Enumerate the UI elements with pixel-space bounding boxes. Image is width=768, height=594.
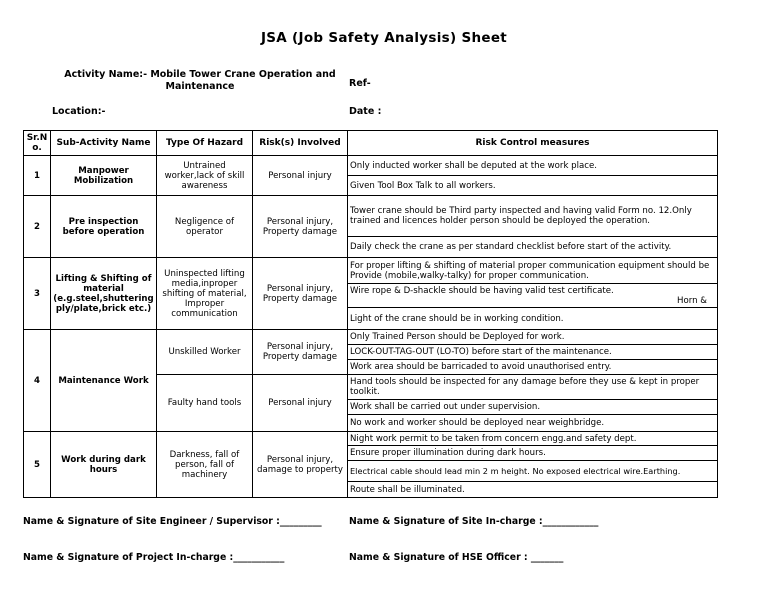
risk: Personal injury xyxy=(253,375,348,432)
col-srno: Sr.N o. xyxy=(24,131,51,156)
activity-name xyxy=(55,69,345,93)
row-number: 5 xyxy=(24,432,51,498)
hazard: Faulty hand tools xyxy=(157,375,253,432)
risk: Personal injury, Property damage xyxy=(253,258,348,330)
sub-activity: Lifting & Shifting of material (e.g.steel,shuttering ply/plate,brick etc.) xyxy=(51,258,157,330)
ref-label: Ref- xyxy=(349,78,371,89)
row-number: 1 xyxy=(24,156,51,196)
hazard: Negligence of operator xyxy=(157,196,253,258)
page-title: JSA (Job Safety Analysis) Sheet xyxy=(260,30,508,46)
hazard: Darkness, fall of person, fall of machinery xyxy=(157,432,253,498)
risk: Personal injury, Property damage xyxy=(253,330,348,375)
risk: Personal injury, damage to property xyxy=(253,432,348,498)
date-label: Date : xyxy=(349,106,382,117)
col-hazard: Type Of Hazard xyxy=(157,131,253,156)
sub-activity: Pre inspection before operation xyxy=(51,196,157,258)
activity-name-line2: Maintenance xyxy=(165,81,235,92)
site-incharge-signature: Name & Signature of Site In-charge :____________ xyxy=(349,516,599,527)
location-label: Location:- xyxy=(52,106,106,117)
site-engineer-signature: Name & Signature of Site Engineer / Supervisor :_________ xyxy=(23,516,322,527)
table-row xyxy=(24,156,718,176)
control-measure xyxy=(348,284,718,308)
table-row xyxy=(24,330,718,345)
control-measure-text: Horn & xyxy=(677,295,707,306)
control-measure: Route shall be illuminated. xyxy=(348,482,718,498)
control-measure: Hand tools should be inspected for any damage before they use & kept in proper toolkit. xyxy=(348,375,718,400)
col-risk: Risk(s) Involved xyxy=(253,131,348,156)
risk: Personal injury, Property damage xyxy=(253,196,348,258)
control-measure: For proper lifting & shifting of material proper communication equipment should be Provide (mobile,walky-talky) for proper communication. xyxy=(348,258,718,284)
hazard: Unskilled Worker xyxy=(157,330,253,375)
col-sub-activity: Sub-Activity Name xyxy=(51,131,157,156)
hazard: Untrained worker,lack of skill awareness xyxy=(157,156,253,196)
control-measure: Electrical cable should lead min 2 m height. No exposed electrical wire.Earthing. xyxy=(348,461,718,482)
activity-name-line1: Activity Name:- Mobile Tower Crane Operation and xyxy=(64,69,336,80)
jsa-table xyxy=(23,130,718,498)
row-number: 4 xyxy=(24,330,51,432)
control-measure: Night work permit to be taken from concern engg.and safety dept. xyxy=(348,432,718,446)
control-measure: Work area should be barricaded to avoid unauthorised entry. xyxy=(348,360,718,375)
control-measure: Light of the crane should be in working condition. xyxy=(348,308,718,330)
table-header-row xyxy=(24,131,718,156)
sub-activity: Maintenance Work xyxy=(51,330,157,432)
control-measure: Work shall be carried out under supervision. xyxy=(348,400,718,415)
project-incharge-signature: Name & Signature of Project In-charge :___________ xyxy=(23,552,285,563)
control-measure: Only Trained Person should be Deployed for work. xyxy=(348,330,718,345)
table-row xyxy=(24,258,718,284)
control-measure: Only inducted worker shall be deputed at the work place. xyxy=(348,156,718,176)
col-control: Risk Control measures xyxy=(348,131,718,156)
row-number: 3 xyxy=(24,258,51,330)
hse-officer-signature: Name & Signature of HSE Officer : _______ xyxy=(349,552,564,563)
control-measure: LOCK-OUT-TAG-OUT (LO-TO) before start of the maintenance. xyxy=(348,345,718,360)
risk: Personal injury xyxy=(253,156,348,196)
control-measure: Ensure proper illumination during dark hours. xyxy=(348,446,718,461)
table-row xyxy=(24,432,718,446)
table-row xyxy=(24,196,718,237)
row-number: 2 xyxy=(24,196,51,258)
sub-activity: Work during dark hours xyxy=(51,432,157,498)
hazard: Uninspected lifting media,inproper shifting of material, Improper communication xyxy=(157,258,253,330)
control-measure: Given Tool Box Talk to all workers. xyxy=(348,176,718,196)
control-measure-text: Wire rope & D-shackle should be having valid test certificate. xyxy=(350,285,614,296)
sub-activity: Manpower Mobilization xyxy=(51,156,157,196)
control-measure: No work and worker should be deployed near weighbridge. xyxy=(348,415,718,432)
control-measure: Daily check the crane as per standard checklist before start of the activity. xyxy=(348,237,718,258)
control-measure: Tower crane should be Third party inspected and having valid Form no. 12.Only trained and licences holder person should be deployed the operation. xyxy=(348,196,718,237)
